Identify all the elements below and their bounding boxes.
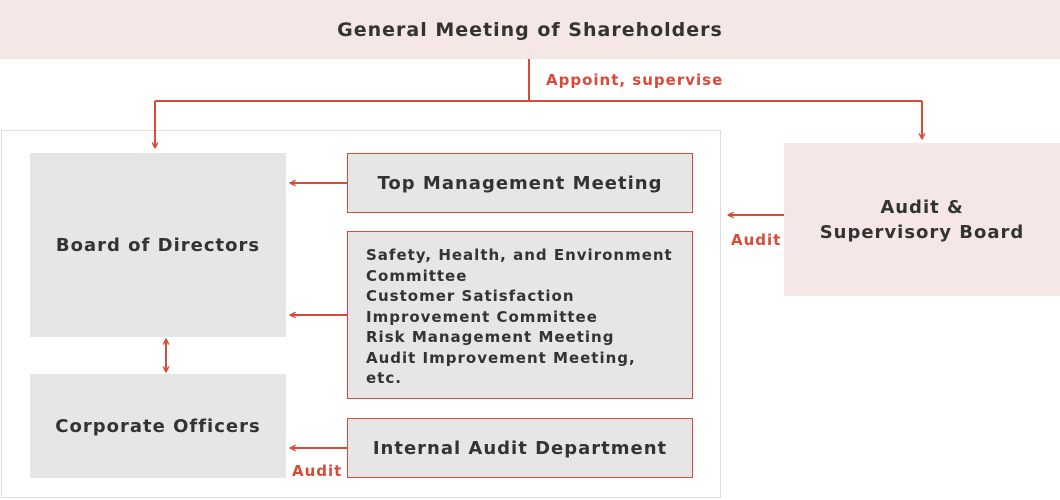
board-of-directors-node: Board of Directors: [30, 153, 286, 337]
top-management-meeting-node: Top Management Meeting: [347, 153, 693, 213]
committee-line: Improvement Committee: [366, 307, 598, 326]
internal-audit-department-node: Internal Audit Department: [347, 418, 693, 478]
committee-line: Committee: [366, 266, 468, 285]
shareholders-node: General Meeting of Shareholders: [0, 0, 1060, 59]
committee-line: Customer Satisfaction: [366, 287, 575, 305]
committee-line: etc.: [366, 369, 402, 387]
audit-label-internal: Audit: [292, 462, 343, 480]
committee-line: Safety, Health, and Environment: [366, 246, 673, 264]
committee-line: Audit Improvement Meeting,: [366, 348, 636, 367]
audit-supervisory-board-line1: Audit &: [880, 196, 964, 218]
appoint-supervise-label: Appoint, supervise: [546, 71, 724, 89]
committee-line: Risk Management Meeting: [366, 328, 615, 346]
audit-supervisory-board-line2: Supervisory Board: [819, 221, 1025, 243]
audit-label-board: Audit: [731, 231, 782, 249]
corporate-officers-node: Corporate Officers: [30, 374, 286, 478]
